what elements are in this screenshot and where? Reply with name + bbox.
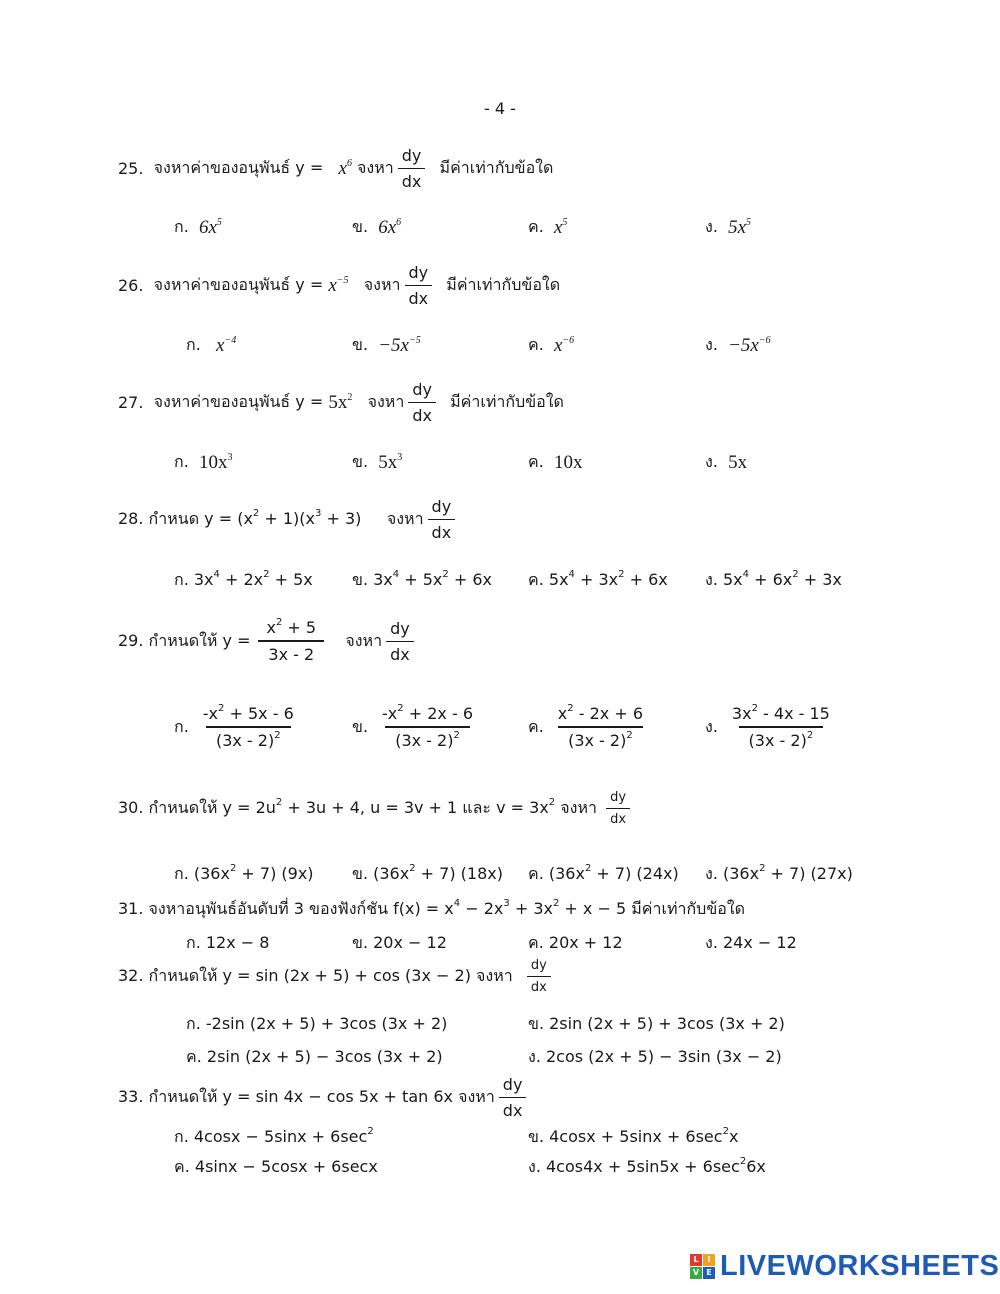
q26-option-b[interactable]: ข. $-5x^{-5}$	[352, 334, 421, 356]
option-math: 5x	[728, 451, 748, 473]
option-fraction: $\frac{-x^2 + 2x - 6}{(3x - 2)^2}$	[382, 703, 474, 750]
option-math: $-5x^{-6}$	[728, 334, 771, 356]
option-math: $x^5$	[553, 216, 568, 238]
question-number: 25.	[118, 159, 144, 178]
q29-option-a[interactable]: ก. $\frac{-x^2 + 5x - 6}{(3x - 2)^2}$	[174, 704, 308, 750]
q28-option-b[interactable]: ข. $3x^4 + 5x^2 + 6x$	[352, 569, 492, 589]
question-33	[118, 1075, 530, 1120]
question-tail: มีค่าเท่ากับข้อใด	[450, 392, 564, 411]
q28-option-a[interactable]: ก. $3x^4 + 2x^2 + 5x$	[174, 569, 313, 589]
q25-option-a[interactable]: ก. $6x^5$	[174, 216, 222, 238]
q27-option-b[interactable]: ข. $5x^3$	[352, 451, 403, 473]
q33-option-d[interactable]: ง. $4\cos 4x + 5\sin 5x + 6\sec^26x$	[528, 1156, 766, 1176]
derivative-fraction: $\frac{dy}{dx}$	[527, 958, 551, 995]
derivative-fraction: $\frac{dy}{dx}$	[398, 146, 426, 191]
question-30	[118, 790, 634, 827]
q29-option-c[interactable]: ค. $\frac{x^2 - 2x + 6}{(3x - 2)^2}$	[528, 704, 657, 750]
q32-option-c[interactable]: ค. 2sin (2x + 5) − 3cos (3x + 2)	[186, 1047, 443, 1066]
derivative-fraction: $\frac{dy}{dx}$	[606, 790, 630, 827]
liveworksheets-logo	[690, 1250, 999, 1283]
question-text: จงหาค่าของอนุพันธ์ y =	[153, 158, 324, 177]
question-number: 27.	[118, 393, 144, 412]
question-text: จงหาค่าของอนุพันธ์ y =	[153, 392, 324, 411]
option-math: $6x^6$	[378, 216, 402, 238]
derivative-fraction: $\frac{dy}{dx}$	[428, 497, 456, 542]
q26-option-d[interactable]: ง. $-5x^{-6}$	[705, 334, 771, 356]
option-math: $10x^3$	[198, 451, 233, 473]
q29-option-d[interactable]: ง. $\frac{3x^2 - 4x - 15}{(3x - 2)^2}$	[705, 704, 844, 750]
question-text: จงหาค่าของอนุพันธ์ y =	[153, 275, 324, 294]
q26-option-a[interactable]: ก. $x^{-4}$	[186, 334, 237, 356]
find-label: จงหา	[345, 630, 383, 650]
q29-option-b[interactable]: ข. $\frac{-x^2 + 2x - 6}{(3x - 2)^2}$	[352, 704, 487, 750]
derivative-fraction: $\frac{dy}{dx}$	[405, 263, 433, 308]
logo-badge-icon: L I V E	[690, 1254, 715, 1279]
q26-option-c[interactable]: ค. $x^{-6}$	[528, 334, 575, 356]
q32-option-b[interactable]: ข. 2sin (2x + 5) + 3cos (3x + 2)	[528, 1014, 785, 1033]
option-math: $5x^5$	[728, 216, 752, 238]
find-label: จงหา	[367, 392, 405, 411]
q33-option-a[interactable]: ก. $4\cos x - 5\sin x + 6\sec^2$	[174, 1126, 374, 1146]
question-27	[118, 380, 564, 425]
question-text: 32. กำหนดให้ y = sin (2x + 5) + cos (3x − 2) จงหา	[118, 966, 513, 985]
q31-option-d[interactable]: ง. 24x − 12	[705, 933, 797, 952]
question-text: 33. กำหนดให้ y = sin 4x − cos 5x + tan 6x จงหา	[118, 1087, 495, 1106]
q27-option-d[interactable]: ง. 5x	[705, 451, 748, 473]
q30-option-b[interactable]: ข. $(36x^2 + 7)$ (18x)	[352, 863, 503, 883]
question-29	[118, 618, 418, 664]
q28-option-d[interactable]: ง. $5x^4 + 6x^2 + 3x$	[705, 569, 842, 589]
q32-option-d[interactable]: ง. 2cos (2x + 5) − 3sin (3x − 2)	[528, 1047, 782, 1066]
expression: $x^6$	[338, 157, 352, 179]
option-math: $x^{-6}$	[553, 334, 575, 356]
question-26	[118, 263, 560, 308]
q25-option-c[interactable]: ค. $x^5$	[528, 216, 568, 238]
q33-option-c[interactable]: ค. 4sinx − 5cosx + 6secx	[174, 1157, 378, 1176]
question-text: 28. กำหนด $y = (x^2 + 1)(x^3 + 3)$	[118, 508, 362, 528]
question-number: 26.	[118, 276, 144, 295]
option-math: $x^{-4}$	[216, 334, 237, 356]
question-text: 29. กำหนดให้ y =	[118, 630, 251, 650]
question-text: 30. กำหนดให้ $y = 2u^2 + 3u + 4$, u = 3v + 1 และ $v = 3x^2$ จงหา	[118, 797, 597, 817]
derivative-fraction: $\frac{dy}{dx}$	[499, 1075, 527, 1120]
question-tail: มีค่าเท่ากับข้อใด	[439, 158, 554, 177]
option-fraction: $\frac{-x^2 + 5x - 6}{(3x - 2)^2}$	[202, 703, 294, 750]
find-label: จงหา	[386, 509, 424, 528]
question-32	[118, 958, 555, 995]
function-fraction: $\frac{x^2 + 5}{3x - 2}$	[256, 618, 326, 664]
page-number: - 4 -	[484, 99, 516, 118]
logo-wordmark: LIVEWORKSHEETS	[720, 1250, 1000, 1282]
question-tail: มีค่าเท่ากับข้อใด	[446, 275, 561, 294]
q31-option-b[interactable]: ข. 20x − 12	[352, 933, 447, 952]
q27-option-c[interactable]: ค. 10x	[528, 451, 583, 473]
expression: $x^{-5}$	[328, 274, 349, 296]
option-fraction: $\frac{3x^2 - 4x - 15}{(3x - 2)^2}$	[731, 703, 830, 750]
question-31: 31. จงหาอนุพันธ์อันดับที่ 3 ของฟังก์ชัน $f(x) = x^4 - 2x^3 + 3x^2 + x - 5$ มีค่าเท่ากับข้อใด	[118, 898, 746, 918]
option-fraction: $\frac{x^2 - 2x + 6}{(3x - 2)^2}$	[557, 703, 643, 750]
q30-option-d[interactable]: ง. $(36x^2 + 7)$ (27x)	[705, 863, 853, 883]
option-math: $-5x^{-5}$	[378, 334, 421, 356]
q27-option-a[interactable]: ก. $10x^3$	[174, 451, 233, 473]
find-label: จงหา	[357, 158, 394, 177]
q31-option-a[interactable]: ก. 12x − 8	[186, 933, 270, 952]
q25-option-d[interactable]: ง. $5x^5$	[705, 216, 752, 238]
q30-option-a[interactable]: ก. $(36x^2 + 7)$ (9x)	[174, 863, 314, 883]
q25-option-b[interactable]: ข. $6x^6$	[352, 216, 402, 238]
q33-option-b[interactable]: ข. $4\cos x + 5\sin x + 6\sec^2x$	[528, 1126, 739, 1146]
question-28	[118, 497, 459, 542]
q32-option-a[interactable]: ก. -2sin (2x + 5) + 3cos (3x + 2)	[186, 1014, 448, 1033]
derivative-fraction: $\frac{dy}{dx}$	[386, 619, 414, 664]
option-math: $6x^5$	[198, 216, 222, 238]
question-25	[118, 146, 553, 191]
option-math: $5x^3$	[378, 451, 403, 473]
derivative-fraction: $\frac{dy}{dx}$	[408, 380, 436, 425]
q30-option-c[interactable]: ค. $(36x^2 + 7)$ (24x)	[528, 863, 679, 883]
q31-option-c[interactable]: ค. 20x + 12	[528, 933, 623, 952]
find-label: จงหา	[363, 275, 401, 294]
option-math: 10x	[553, 451, 583, 473]
q28-option-c[interactable]: ค. $5x^4 + 3x^2 + 6x$	[528, 569, 668, 589]
expression: $5x^2$	[328, 391, 353, 413]
